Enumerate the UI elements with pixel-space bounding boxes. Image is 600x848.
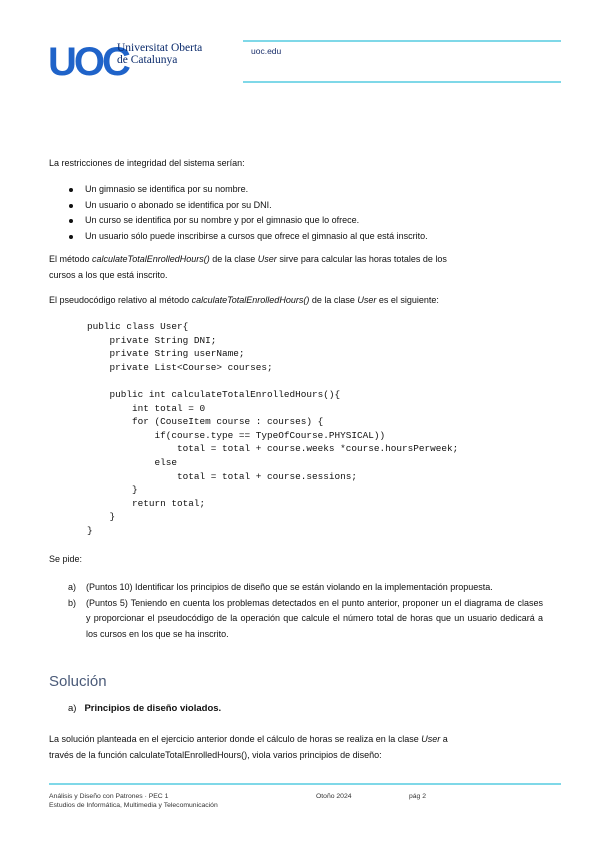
intro-text: La restricciones de integridad del sistema serían: xyxy=(49,158,245,168)
text: de la clase xyxy=(309,295,358,305)
method-paragraph xyxy=(49,251,447,283)
text: a xyxy=(440,734,448,744)
se-pide: Se pide: xyxy=(49,554,83,564)
footer-page-number: pág 2 xyxy=(409,793,427,800)
item-text: (Puntos 10) Identificar los principios de diseño que se están violando en la implementación propuesta. xyxy=(86,582,493,592)
text: El método xyxy=(49,254,93,264)
text: sirve para calcular las horas totales de los xyxy=(276,254,447,264)
pseudocode-paragraph xyxy=(49,292,439,308)
text: de la clase xyxy=(209,254,258,264)
footer-course: Análisis y Diseño con Patrones · PEC 1 xyxy=(49,793,169,800)
footer-rule xyxy=(49,783,561,785)
method-name: calculateTotalEnrolledHours() xyxy=(92,254,210,264)
list-item xyxy=(68,596,543,643)
sub-title: Principios de diseño violados. xyxy=(84,703,222,714)
footer-left xyxy=(49,792,218,810)
requirements-list xyxy=(68,580,543,642)
solution-subheading xyxy=(68,703,221,714)
solution-paragraph xyxy=(49,731,448,763)
sub-label: a) xyxy=(68,703,77,714)
class-name: User xyxy=(257,254,277,264)
site-link[interactable]: uoc.edu xyxy=(251,46,282,56)
footer-studies: Estudios de Informática, Multimedia y Telecomunicación xyxy=(49,802,218,809)
restrictions-list xyxy=(69,182,428,245)
footer-term: Otoño 2024 xyxy=(316,793,352,800)
svg-text:UOC: UOC xyxy=(48,40,128,84)
class-name: User xyxy=(421,734,441,744)
list-item: Un curso se identifica por su nombre y por el gimnasio que lo ofrece. xyxy=(69,213,428,229)
item-label: a) xyxy=(68,582,77,592)
text: El pseudocódigo relativo al método xyxy=(49,295,192,305)
list-item: Un usuario sólo puede inscribirse a cursos que ofrece el gimnasio al que está inscrito. xyxy=(69,229,428,245)
method-name: calculateTotalEnrolledHours() xyxy=(191,295,310,305)
header-rule-bottom xyxy=(243,81,561,83)
code-block: public class User{ private String DNI; private String userName; private List<Course> courses; public int calculateTotalEnrolledHours(){ int total = 0 for (CouseItem course : courses) { if(course.type == TypeOfCourse.PHYSICAL)) total = total + course.weeks *course.hoursPerweek; else total = total + course.sessions; } return total; } } xyxy=(87,321,459,536)
university-line-2: de Catalunya xyxy=(117,54,178,66)
text: cursos a los que está inscrito. xyxy=(49,270,168,280)
list-item xyxy=(68,580,543,596)
item-label: b) xyxy=(68,597,77,608)
text: La solución planteada en el ejercicio anterior donde el cálculo de horas se realiza en la clase xyxy=(49,734,422,744)
list-item: Un gimnasio se identifica por su nombre. xyxy=(69,182,428,198)
text: es el siguiente: xyxy=(376,295,439,305)
uoc-logo-icon xyxy=(48,40,128,84)
text: través de la función calculateTotalEnrolledHours(), viola varios principios de diseño: xyxy=(49,750,382,760)
item-text: (Puntos 5) Teniendo en cuenta los problemas detectados en el punto anterior, proponer un el diagrama de clases y proporcionar el pseudocódigo de la operación que calcule el número total de horas que un usuario dedicará a los cursos en los que se ha inscrito. xyxy=(86,597,543,639)
header-rule-top xyxy=(243,40,561,42)
university-line-1: Universitat Oberta xyxy=(117,42,203,54)
list-item: Un usuario o abonado se identifica por su DNI. xyxy=(69,198,428,214)
university-name xyxy=(117,42,202,66)
solution-heading: Solución xyxy=(49,673,107,690)
class-name: User xyxy=(357,295,377,305)
